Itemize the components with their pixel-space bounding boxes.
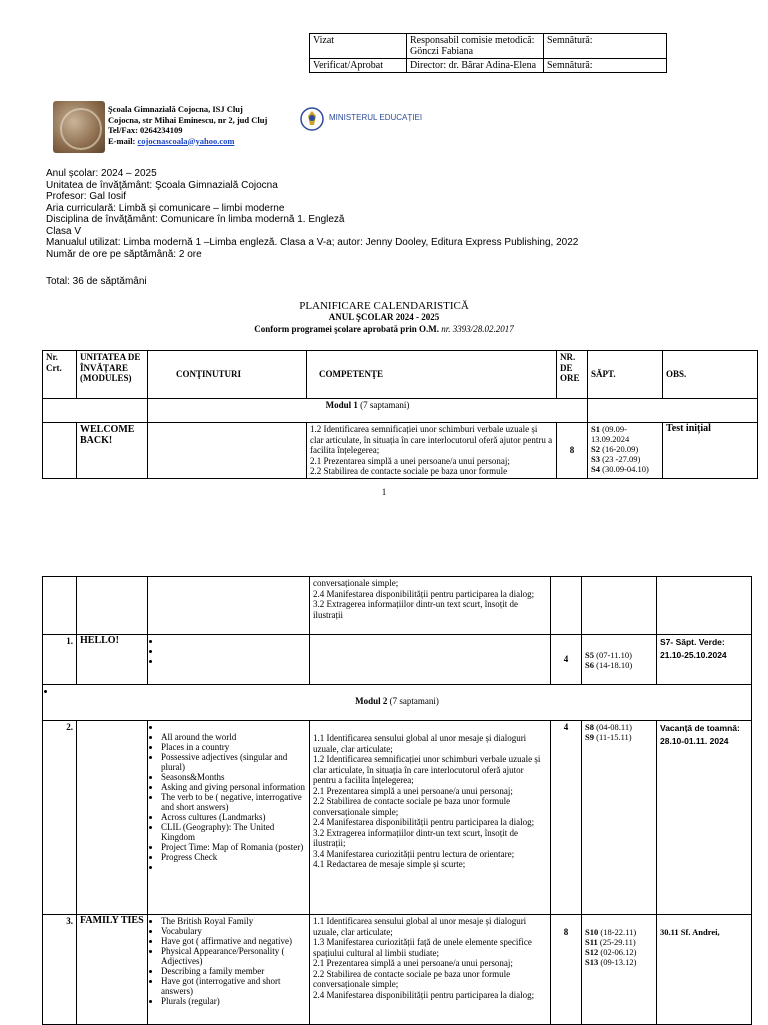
content-item: • Progress Check <box>161 852 306 862</box>
competence-item: 1.1 Identificarea sensului global al unor mesaje și dialoguri uzuale, clar articulate; <box>313 916 527 937</box>
header-content: CONŢINUTURI <box>148 351 307 399</box>
content-item: • Have got ( affirmative and negative) <box>161 936 306 946</box>
welcome-hours: 8 <box>557 423 588 479</box>
school-phone: Tel/Fax: 0264234109 <box>108 125 183 135</box>
content-item: • Across cultures (Landmarks) <box>161 812 306 822</box>
unit-hello: HELLO! <box>77 635 148 685</box>
info-line: Manualul utilizat: Limba modernă 1 –Limba engleză. Clasa a V-a; autor: Jenny Dooley, Editura Express Publishing, 2022 <box>46 237 579 248</box>
hello-weeks: S5 (07-11.10) S6 (14-18.10) <box>582 635 657 685</box>
row-3-nr: 3. <box>43 915 77 1025</box>
info-line: Unitatea de învăţământ: Şcoala Gimnazială Cojocna <box>46 179 278 191</box>
header-nr: Nr. Crt. <box>43 351 77 399</box>
competence-item: 2.2 Stabilirea de contacte sociale pe baza unor formule conversaționale simple; <box>313 796 511 817</box>
row-2-weeks: S8 (04-08.11) S9 (11-15.11) <box>582 721 657 915</box>
competence-item: 1.1 Identificarea sensului global al unor mesaje și dialoguri uzuale, clar articulate; <box>313 733 527 754</box>
info-line: Clasa V <box>46 225 82 237</box>
content-item: • Vocabulary <box>161 926 306 936</box>
approval-cell: Verificat/Aprobat <box>310 59 407 73</box>
approval-cell: Semnătură: <box>544 34 667 59</box>
hello-obs: S7- Săpt. Verde: 21.10-25.10.2024 <box>657 635 752 685</box>
content-item: • The British Royal Family <box>161 916 306 926</box>
row-3-weeks: S10 (18-22.11) S11 (25-29.11) S12 (02-06.12) S13 (09-13.12) <box>582 915 657 1025</box>
competence-item: 2.4 Manifestarea disponibilității pentru participarea la dialog; <box>313 989 535 1000</box>
module-2-note: (7 saptamani) <box>389 696 439 706</box>
school-year-title: ANUL ŞCOLAR 2024 - 2025 <box>328 312 440 322</box>
competence-item: 3.4 Manifestarea curiozității pentru lectura de orientare; <box>313 848 515 859</box>
competence-item: 3.2 Extragerea informațiilor dintr-un text scurt, însoțit de ilustrații <box>313 599 519 620</box>
welcome-competences <box>307 423 557 479</box>
competence-item: 2.4 Manifestarea disponibilității pentru participarea la dialog; <box>313 588 535 599</box>
row-3-hours: 8 <box>551 915 582 1025</box>
program-title <box>0 324 768 334</box>
competence-item: 2.1 Prezentarea simplă a unei persoane/a unui personaj; <box>313 958 513 968</box>
approval-cell: Semnătură: <box>544 59 667 73</box>
approval-table <box>309 33 667 73</box>
content-item: • The verb to be ( negative, interrogative and short answers) <box>161 792 306 812</box>
content-item <box>161 862 306 872</box>
info-line: Anul școlar: 2024 – 2025 <box>46 168 157 179</box>
course-info <box>46 168 578 260</box>
info-line: Disciplina de învățământ: Comunicare în limba modernă 1. Engleză <box>46 214 345 225</box>
module-1-row <box>148 399 588 423</box>
row-2-hours: 4 <box>551 721 582 915</box>
welcome-weeks: S1 (09.09-13.09.2024 S2 (16-20.09) S3 (23 -27.09) S4 (30.09-04.10) <box>588 423 663 479</box>
module-1-note: (7 saptamani) <box>360 400 410 410</box>
module-2-label: Modul 2 <box>355 696 388 706</box>
competence-item: 3.2 Extragerea informațiilor dintr-un text scurt, însoțit de ilustrații; <box>313 827 519 848</box>
content-item: • Seasons&Months <box>161 772 306 782</box>
info-line: Profesor: Gal Iosif <box>46 191 127 202</box>
module-2-row <box>43 685 752 721</box>
content-item: • Physical Appearance/Personality ( Adjectives) <box>161 946 306 966</box>
content-item: • Asking and giving personal information <box>161 782 306 792</box>
planning-table <box>42 350 758 479</box>
competence-item: conversaționale simple; <box>313 578 399 588</box>
info-line: Număr de ore pe săptămână: 2 ore <box>46 248 202 260</box>
module-1-label: Modul 1 <box>325 400 358 410</box>
content-item: • Places in a country <box>161 742 306 752</box>
row-2-obs: Vacanță de toamnă: 28.10-01.11. 2024 <box>657 721 752 915</box>
ministry-name: MINISTERUL EDUCAȚIEI <box>329 113 423 122</box>
welcome-obs: Test inițial <box>663 423 758 479</box>
content-item: • All around the world <box>161 732 306 742</box>
program-text: Conform programei şcolare aprobată prin O.M. <box>254 324 439 334</box>
content-item: • Project Time: Map of Romania (poster) <box>161 842 306 852</box>
row-2-content <box>148 721 310 915</box>
planning-table-continued <box>42 576 752 1025</box>
content-item: • Describing a family member <box>161 966 306 976</box>
school-address: Cojocna, str Mihai Eminescu, nr 2, jud Cluj <box>108 114 268 125</box>
competence-item: 1.3 Manifestarea curiozității față de unele elemente specifice spațiului cultural al limbii studiate; <box>313 937 532 958</box>
welcome-competences-continued <box>310 577 551 635</box>
order-number: nr. 3393/28.02.2017 <box>441 324 514 334</box>
competence-item: 1.2 Identificarea semnificației unor schimburi verbale uzuale și clar articulate, în situația în care interlocutorul oferă ajutor pentru a facilita înțelegerea; <box>310 424 553 455</box>
header-unit: UNITATEA DE ÎNVĂȚARE (MODULES) <box>77 351 148 399</box>
row-3-obs: 30.11 Sf. Andrei, <box>657 915 752 1025</box>
page-number: 1 <box>381 487 387 497</box>
row-3-content <box>148 915 310 1025</box>
unit-family-ties: FAMILY TIES <box>77 915 148 1025</box>
unit-welcome-back: WELCOME BACK! <box>77 423 148 479</box>
page-title: PLANIFICARE CALENDARISTICĂ <box>299 300 469 312</box>
competence-item: 2.2 Stabilirea de contacte sociale pe baza unor formule <box>310 466 508 476</box>
competence-item: 2.4 Manifestarea disponibilității pentru participarea la dialog; <box>313 817 535 827</box>
approval-cell: Responsabil comisie metodică: Gönczi Fabiana <box>407 34 544 59</box>
row-2-competences <box>310 721 551 915</box>
content-item: • Have got (interrogative and short answers) <box>161 976 306 996</box>
hello-hours: 4 <box>551 635 582 685</box>
header-hours: NR. DE ORE <box>557 351 588 399</box>
content-item: • Possessive adjectives (singular and plural) <box>161 752 306 772</box>
content-item: • Plurals (regular) <box>161 996 306 1006</box>
info-line: Aria curriculară: Limbă și comunicare – limbi moderne <box>46 202 285 214</box>
ministry-emblem-icon <box>300 107 324 131</box>
competence-item: 2.1 Prezentarea simplă a unei persoane/a unui personaj; <box>313 785 513 796</box>
email-link[interactable]: cojocnascoala@yahoo.com <box>137 135 235 146</box>
email-label: E-mail: <box>108 135 136 146</box>
content-item: • CLIL (Geography): The United Kingdom <box>161 822 306 842</box>
competence-item: 2.2 Stabilirea de contacte sociale pe baza unor formule conversaționale simple; <box>313 968 511 989</box>
hello-content <box>148 635 310 685</box>
content-item <box>161 722 306 732</box>
total-weeks: Total: 36 de săptămâni <box>46 276 147 287</box>
header-competences: COMPETENŢE <box>307 351 557 399</box>
competence-item: 2.1 Prezentarea simplă a unei persoane/a unui personaj; <box>310 455 510 466</box>
school-logo-ring <box>60 108 102 150</box>
approval-cell: Vizat <box>310 34 407 59</box>
school-name: Şcoala Gimnazială Cojocna, ISJ Cluj <box>108 104 243 114</box>
row-1-nr: 1. <box>43 635 77 685</box>
row-3-competences <box>310 915 551 1025</box>
row-2-nr: 2. <box>43 721 77 915</box>
competence-item: 1.2 Identificarea semnificației unor schimburi verbale uzuale și clar articulate, în situația în care interlocutorul oferă ajutor pentru a facilita înțelegerea; <box>313 754 541 785</box>
header-week: SĂPT. <box>588 351 663 399</box>
school-header <box>108 104 267 146</box>
header-obs: OBS. <box>663 351 758 399</box>
approval-cell: Director: dr. Bărar Adina-Elena <box>407 59 544 73</box>
competence-item: 4.1 Redactarea de mesaje simple și scurte; <box>313 859 466 869</box>
